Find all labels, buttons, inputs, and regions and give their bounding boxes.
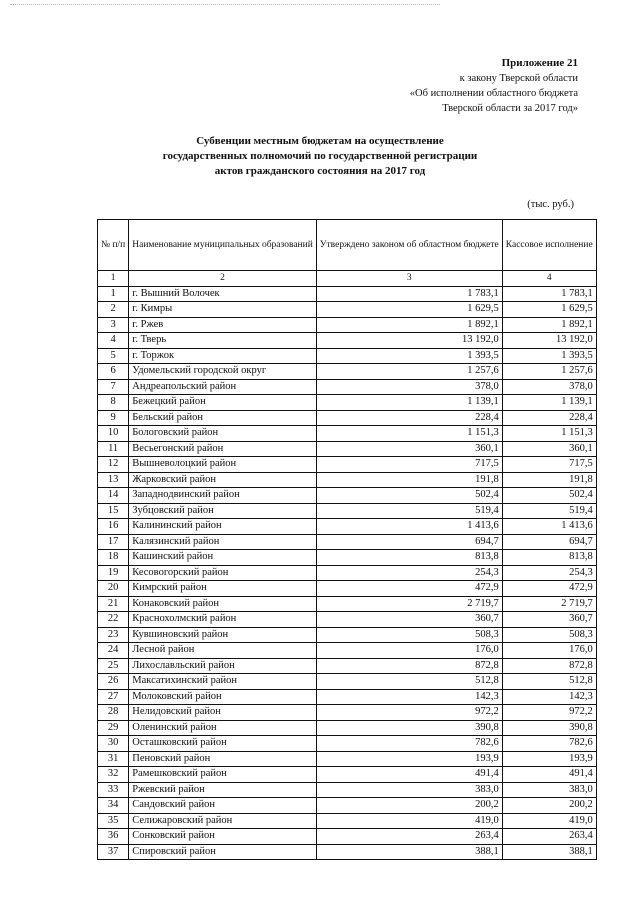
municipality-name: Осташковский район — [129, 736, 317, 752]
row-number: 24 — [98, 643, 129, 659]
municipality-name: Кувшиновский район — [129, 627, 317, 643]
executed-amount: 472,9 — [502, 581, 596, 597]
row-number: 33 — [98, 782, 129, 798]
table-row — [98, 612, 597, 628]
row-number: 29 — [98, 720, 129, 736]
approved-amount: 2 719,7 — [316, 596, 502, 612]
row-number: 8 — [98, 395, 129, 411]
row-number: 1 — [98, 286, 129, 302]
table-row — [98, 550, 597, 566]
approved-amount: 378,0 — [316, 379, 502, 395]
executed-amount: 502,4 — [502, 488, 596, 504]
executed-amount: 388,1 — [502, 844, 596, 860]
municipality-name: Оленинский район — [129, 720, 317, 736]
row-number: 17 — [98, 534, 129, 550]
table-row — [98, 565, 597, 581]
row-number: 26 — [98, 674, 129, 690]
executed-amount: 1 892,1 — [502, 317, 596, 333]
table-row — [98, 627, 597, 643]
municipality-name: Андреапольский район — [129, 379, 317, 395]
table-row — [98, 457, 597, 473]
approved-amount: 142,3 — [316, 689, 502, 705]
column-number: 3 — [316, 271, 502, 287]
executed-amount: 813,8 — [502, 550, 596, 566]
table-row — [98, 379, 597, 395]
municipality-name: г. Торжок — [129, 348, 317, 364]
executed-amount: 191,8 — [502, 472, 596, 488]
municipality-name: Рамешковский район — [129, 767, 317, 783]
approved-amount: 1 257,6 — [316, 364, 502, 380]
approved-amount: 200,2 — [316, 798, 502, 814]
table-row — [98, 426, 597, 442]
table-row — [98, 674, 597, 690]
municipality-name: Удомельский городской округ — [129, 364, 317, 380]
table-body — [98, 286, 597, 860]
executed-amount: 1 783,1 — [502, 286, 596, 302]
table-row — [98, 813, 597, 829]
approved-amount: 360,7 — [316, 612, 502, 628]
executed-amount: 378,0 — [502, 379, 596, 395]
approved-amount: 472,9 — [316, 581, 502, 597]
executed-amount: 782,6 — [502, 736, 596, 752]
row-number: 22 — [98, 612, 129, 628]
heading-line-1: Субвенции местным бюджетам на осуществление — [196, 135, 444, 147]
row-number: 25 — [98, 658, 129, 674]
row-number: 30 — [98, 736, 129, 752]
municipality-name: Спировский район — [129, 844, 317, 860]
approved-amount: 694,7 — [316, 534, 502, 550]
executed-amount: 1 629,5 — [502, 302, 596, 318]
approved-amount: 508,3 — [316, 627, 502, 643]
executed-amount: 872,8 — [502, 658, 596, 674]
executed-amount: 193,9 — [502, 751, 596, 767]
table-row — [98, 472, 597, 488]
executed-amount: 1 413,6 — [502, 519, 596, 535]
table-row — [98, 348, 597, 364]
executed-amount: 508,3 — [502, 627, 596, 643]
approved-amount: 1 139,1 — [316, 395, 502, 411]
row-number: 7 — [98, 379, 129, 395]
municipality-name: Лихославльский район — [129, 658, 317, 674]
executed-amount: 142,3 — [502, 689, 596, 705]
approved-amount: 1 151,3 — [316, 426, 502, 442]
column-number: 2 — [129, 271, 317, 287]
row-number: 13 — [98, 472, 129, 488]
header-approved: Утверждено законом об областном бюджете — [316, 220, 502, 271]
table-row — [98, 689, 597, 705]
row-number: 34 — [98, 798, 129, 814]
row-number: 32 — [98, 767, 129, 783]
municipality-name: Зубцовский район — [129, 503, 317, 519]
approved-amount: 782,6 — [316, 736, 502, 752]
approved-amount: 13 192,0 — [316, 333, 502, 349]
approved-amount: 1 393,5 — [316, 348, 502, 364]
municipality-name: Максатихинский район — [129, 674, 317, 690]
municipality-name: Калининский район — [129, 519, 317, 535]
table-row — [98, 441, 597, 457]
table-row — [98, 395, 597, 411]
approved-amount: 872,8 — [316, 658, 502, 674]
executed-amount: 694,7 — [502, 534, 596, 550]
row-number: 10 — [98, 426, 129, 442]
approved-amount: 383,0 — [316, 782, 502, 798]
approved-amount: 176,0 — [316, 643, 502, 659]
row-number: 35 — [98, 813, 129, 829]
municipality-name: г. Кимры — [129, 302, 317, 318]
row-number: 27 — [98, 689, 129, 705]
scan-top-dotted-line — [10, 4, 440, 5]
appendix-line-2: «Об исполнении областного бюджета — [409, 88, 578, 99]
executed-amount: 717,5 — [502, 457, 596, 473]
executed-amount: 519,4 — [502, 503, 596, 519]
municipality-name: Бельский район — [129, 410, 317, 426]
municipality-name: г. Вышний Волочек — [129, 286, 317, 302]
municipality-name: Краснохолмский район — [129, 612, 317, 628]
row-number: 18 — [98, 550, 129, 566]
units-label: (тыс. руб.) — [527, 199, 574, 210]
municipality-name: Сонковский район — [129, 829, 317, 845]
municipality-name: Конаковский район — [129, 596, 317, 612]
table-row — [98, 643, 597, 659]
row-number: 31 — [98, 751, 129, 767]
table-row — [98, 705, 597, 721]
table-row — [98, 581, 597, 597]
approved-amount: 1 892,1 — [316, 317, 502, 333]
executed-amount: 13 192,0 — [502, 333, 596, 349]
executed-amount: 419,0 — [502, 813, 596, 829]
row-number: 3 — [98, 317, 129, 333]
approved-amount: 254,3 — [316, 565, 502, 581]
executed-amount: 228,4 — [502, 410, 596, 426]
approved-amount: 390,8 — [316, 720, 502, 736]
executed-amount: 1 139,1 — [502, 395, 596, 411]
appendix-block — [278, 56, 578, 116]
table-row — [98, 534, 597, 550]
heading-line-3: актов гражданского состояния на 2017 год — [214, 165, 426, 177]
executed-amount: 263,4 — [502, 829, 596, 845]
executed-amount: 972,2 — [502, 705, 596, 721]
municipality-name: Ржевский район — [129, 782, 317, 798]
table-row — [98, 767, 597, 783]
heading-line-2: государственных полномочий по государственной регистрации — [162, 150, 478, 162]
approved-amount: 813,8 — [316, 550, 502, 566]
approved-amount: 263,4 — [316, 829, 502, 845]
row-number: 36 — [98, 829, 129, 845]
table-row — [98, 844, 597, 860]
row-number: 2 — [98, 302, 129, 318]
municipality-name: г. Ржев — [129, 317, 317, 333]
table-row — [98, 798, 597, 814]
appendix-title: Приложение 21 — [501, 57, 578, 69]
table-row — [98, 829, 597, 845]
header-executed: Кассовое исполнение — [502, 220, 596, 271]
row-number: 5 — [98, 348, 129, 364]
approved-amount: 717,5 — [316, 457, 502, 473]
table-row — [98, 488, 597, 504]
executed-amount: 176,0 — [502, 643, 596, 659]
table-row — [98, 736, 597, 752]
table-row — [98, 317, 597, 333]
municipality-name: Весьегонский район — [129, 441, 317, 457]
row-number: 16 — [98, 519, 129, 535]
municipality-name: Лесной район — [129, 643, 317, 659]
table-row — [98, 782, 597, 798]
approved-amount: 193,9 — [316, 751, 502, 767]
row-number: 20 — [98, 581, 129, 597]
table-row — [98, 302, 597, 318]
approved-amount: 502,4 — [316, 488, 502, 504]
row-number: 21 — [98, 596, 129, 612]
executed-amount: 383,0 — [502, 782, 596, 798]
municipality-name: Вышневолоцкий район — [129, 457, 317, 473]
approved-amount: 419,0 — [316, 813, 502, 829]
municipality-name: Кимрский район — [129, 581, 317, 597]
row-number: 19 — [98, 565, 129, 581]
executed-amount: 390,8 — [502, 720, 596, 736]
row-number: 11 — [98, 441, 129, 457]
executed-amount: 1 393,5 — [502, 348, 596, 364]
approved-amount: 491,4 — [316, 767, 502, 783]
executed-amount: 360,1 — [502, 441, 596, 457]
municipality-name: Молоковский район — [129, 689, 317, 705]
approved-amount: 1 413,6 — [316, 519, 502, 535]
municipality-name: г. Тверь — [129, 333, 317, 349]
executed-amount: 1 151,3 — [502, 426, 596, 442]
appendix-line-1: к закону Тверской области — [459, 73, 578, 84]
appendix-line-3: Тверской области за 2017 год» — [442, 103, 578, 114]
executed-amount: 512,8 — [502, 674, 596, 690]
executed-amount: 360,7 — [502, 612, 596, 628]
municipality-name: Нелидовский район — [129, 705, 317, 721]
row-number: 37 — [98, 844, 129, 860]
column-number: 4 — [502, 271, 596, 287]
header-name: Наименование муниципальных образований — [129, 220, 317, 271]
executed-amount: 200,2 — [502, 798, 596, 814]
column-number: 1 — [98, 271, 129, 287]
municipality-name: Бологовский район — [129, 426, 317, 442]
document-heading — [60, 134, 580, 179]
municipality-name: Сандовский район — [129, 798, 317, 814]
row-number: 14 — [98, 488, 129, 504]
executed-amount: 491,4 — [502, 767, 596, 783]
approved-amount: 519,4 — [316, 503, 502, 519]
approved-amount: 1 783,1 — [316, 286, 502, 302]
municipality-name: Жарковский район — [129, 472, 317, 488]
municipality-name: Калязинский район — [129, 534, 317, 550]
table-row — [98, 333, 597, 349]
header-num: № п/п — [98, 220, 129, 271]
table-row — [98, 658, 597, 674]
municipality-name: Кашинский район — [129, 550, 317, 566]
table-row — [98, 751, 597, 767]
table-row — [98, 286, 597, 302]
executed-amount: 254,3 — [502, 565, 596, 581]
municipality-name: Селижаровский район — [129, 813, 317, 829]
table-row — [98, 364, 597, 380]
municipality-name: Кесовогорский район — [129, 565, 317, 581]
executed-amount: 2 719,7 — [502, 596, 596, 612]
table-header-row — [98, 220, 597, 271]
municipality-name: Западнодвинский район — [129, 488, 317, 504]
row-number: 28 — [98, 705, 129, 721]
municipality-name: Бежецкий район — [129, 395, 317, 411]
row-number: 4 — [98, 333, 129, 349]
subventions-table — [97, 219, 597, 860]
table-row — [98, 410, 597, 426]
approved-amount: 191,8 — [316, 472, 502, 488]
approved-amount: 972,2 — [316, 705, 502, 721]
approved-amount: 1 629,5 — [316, 302, 502, 318]
row-number: 15 — [98, 503, 129, 519]
table-row — [98, 596, 597, 612]
row-number: 23 — [98, 627, 129, 643]
table-row — [98, 503, 597, 519]
table-row — [98, 720, 597, 736]
approved-amount: 388,1 — [316, 844, 502, 860]
table-row — [98, 519, 597, 535]
column-number-row — [98, 271, 597, 287]
approved-amount: 228,4 — [316, 410, 502, 426]
municipality-name: Пеновский район — [129, 751, 317, 767]
executed-amount: 1 257,6 — [502, 364, 596, 380]
approved-amount: 360,1 — [316, 441, 502, 457]
row-number: 6 — [98, 364, 129, 380]
row-number: 12 — [98, 457, 129, 473]
row-number: 9 — [98, 410, 129, 426]
approved-amount: 512,8 — [316, 674, 502, 690]
